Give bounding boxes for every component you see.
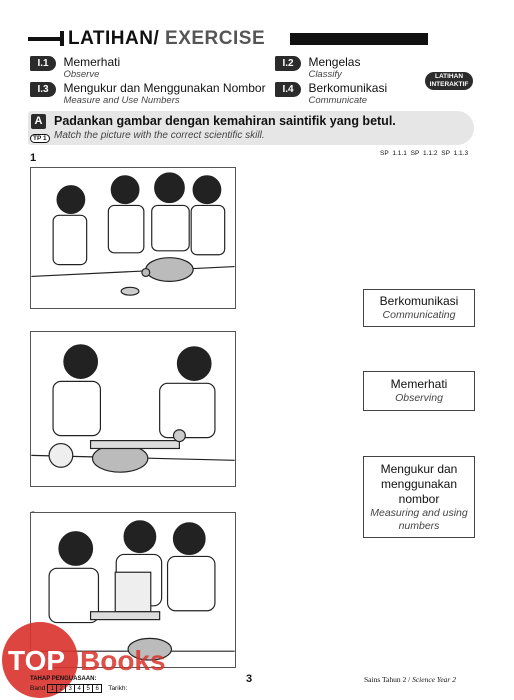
book-en: Science Year 2 xyxy=(412,675,456,684)
skill-classify xyxy=(275,56,360,80)
latihan-line2: INTERAKTIF xyxy=(429,81,469,88)
skill-code: I.1 xyxy=(30,56,56,71)
band-cell[interactable]: 6 xyxy=(92,684,102,693)
skill-label-en: Communicate xyxy=(308,95,368,106)
band-cell[interactable]: 4 xyxy=(74,684,84,693)
header-tick xyxy=(60,31,64,46)
answer-en: Measuring and using xyxy=(370,507,468,519)
answer-box-observing[interactable] xyxy=(363,371,475,411)
answer-en: Communicating xyxy=(382,309,456,321)
children-observing-tortoise-illustration xyxy=(30,167,236,309)
section-a-banner xyxy=(28,111,474,145)
skill-label-en: Classify xyxy=(308,69,342,80)
answer-ms: Mengukur dan xyxy=(380,462,458,476)
answer-en: Observing xyxy=(395,392,443,404)
title-en: EXERCISE xyxy=(165,28,266,49)
book-ms: Sains Tahun 2 / xyxy=(364,675,411,684)
band-label: Band xyxy=(30,685,46,692)
section-letter: A xyxy=(31,114,46,129)
band-cell[interactable]: 5 xyxy=(83,684,93,693)
exercise-header xyxy=(28,28,428,50)
header-bar xyxy=(290,33,428,45)
page-number: 3 xyxy=(246,673,253,685)
tarikh-label: Tarikh: xyxy=(108,685,128,692)
answer-ms: Memerhati xyxy=(390,377,448,391)
svg-text:TOP: TOP xyxy=(8,645,66,676)
page-title xyxy=(68,28,265,50)
answer-box-measuring[interactable] xyxy=(363,456,475,538)
sp-codes: SP 1.1.1 SP 1.1.2 SP 1.1.3 xyxy=(380,150,469,157)
header-rule xyxy=(28,37,62,41)
band-row xyxy=(30,684,127,693)
tahap-label: TAHAP PENGUASAAN: xyxy=(30,676,97,682)
skill-code: I.3 xyxy=(30,82,56,97)
band-cell[interactable]: 1 xyxy=(47,684,57,693)
answer-box-communicating[interactable] xyxy=(363,289,475,327)
title-ms: LATIHAN/ xyxy=(68,28,160,49)
tp-badge: TP 1 xyxy=(30,134,50,143)
skill-label-ms: Mengelas xyxy=(308,55,361,69)
latihan-interaktif-button[interactable] xyxy=(425,72,473,90)
skill-code: I.2 xyxy=(275,56,301,71)
skill-label-ms: Memerhati xyxy=(63,55,121,69)
book-reference xyxy=(364,675,456,684)
skill-label-ms: Mengukur dan Menggunakan Nombor xyxy=(63,81,266,95)
children-measuring-tortoise-illustration xyxy=(30,331,236,487)
skill-observe xyxy=(30,56,120,80)
answer-en: numbers xyxy=(398,520,440,532)
answer-ms: nombor xyxy=(398,492,440,506)
instruction-ms: Padankan gambar dengan kemahiran saintifik yang betul. xyxy=(54,114,396,128)
answer-ms: menggunakan xyxy=(380,477,458,491)
instruction-en: Match the picture with the correct scientific skill. xyxy=(54,130,265,141)
skill-communicate xyxy=(275,82,387,106)
skill-label-ms: Berkomunikasi xyxy=(308,81,388,95)
band-cell[interactable]: 2 xyxy=(56,684,66,693)
question-number: 1 xyxy=(30,152,37,164)
skill-label-en: Measure and Use Numbers xyxy=(63,95,180,106)
skill-code: I.4 xyxy=(275,82,301,97)
skill-measure xyxy=(30,82,266,106)
answer-ms: Berkomunikasi xyxy=(379,294,459,308)
latihan-line1: LATIHAN xyxy=(434,73,464,80)
skill-label-en: Observe xyxy=(63,69,100,80)
svg-text:Books: Books xyxy=(80,645,166,676)
band-cell[interactable]: 3 xyxy=(65,684,75,693)
